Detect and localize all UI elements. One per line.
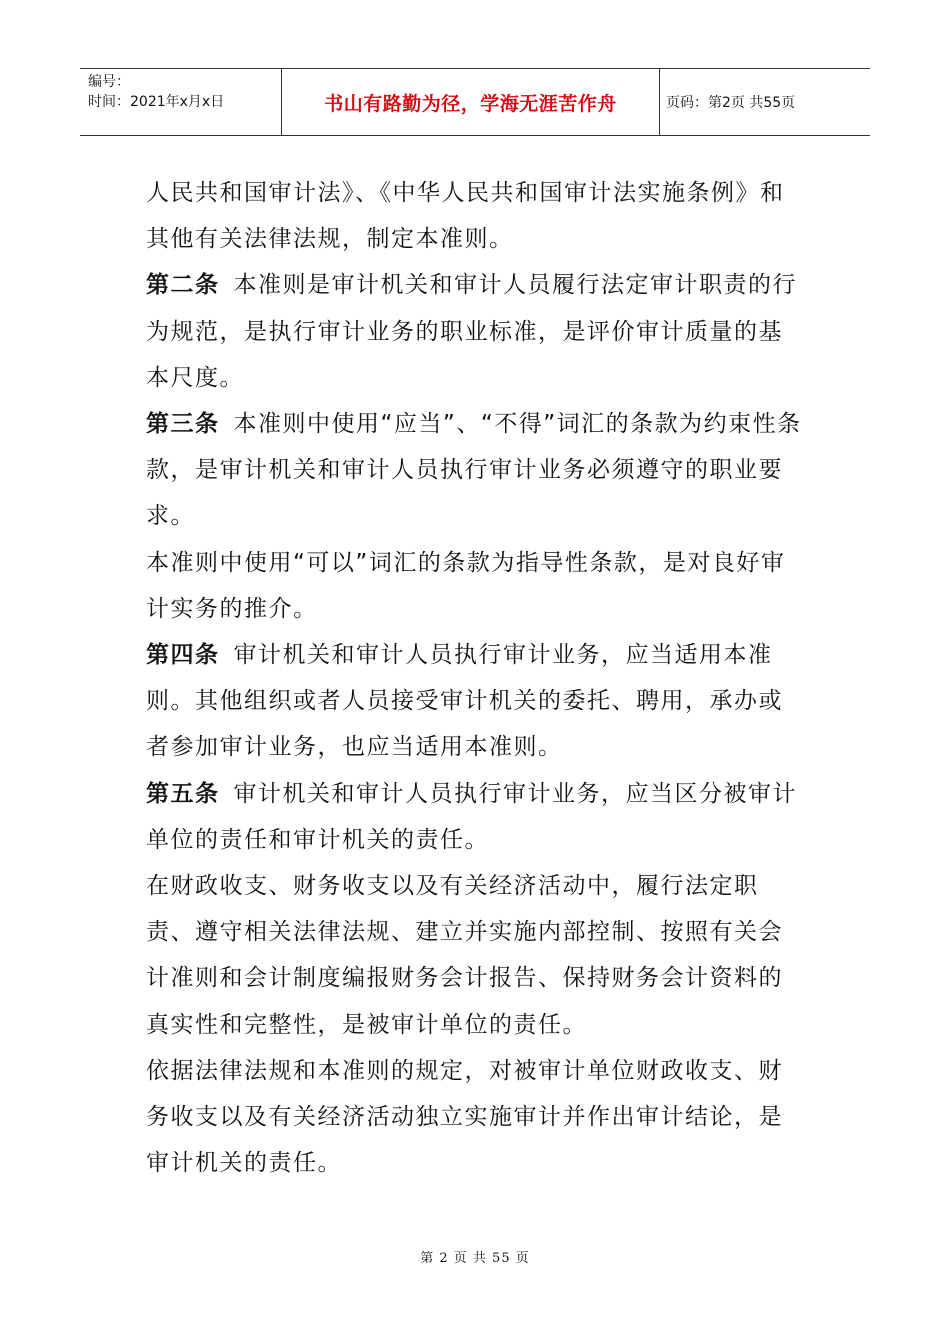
paragraph: [146, 170, 806, 262]
paragraph-text: 本准则中使用“应当”、“不得”词汇的条款为约束性条款，是审计机关和审计人员执行审计业务必须遵守的职业要求。: [146, 411, 802, 530]
paragraph: [146, 771, 806, 863]
paragraph: [146, 863, 806, 1048]
header-page-cell: [660, 69, 870, 135]
paragraph-text: 人民共和国审计法》、《中华人民共和国审计法实施条例》和其他有关法律法规，制定本准则。: [146, 180, 785, 253]
paragraph-text: 审计机关和审计人员执行审计业务，应当区分被审计单位的责任和审计机关的责任。: [146, 780, 797, 853]
document-time-label: 时间：2021年x月x日: [88, 94, 225, 110]
article-label: 第二条: [146, 272, 220, 299]
header-motto: 书山有路勤为径，学海无涯苦作舟: [324, 92, 617, 115]
page-footer: [0, 1247, 950, 1266]
article-label: 第四条: [146, 642, 220, 669]
article-label: 第五条: [146, 780, 220, 807]
paragraph: [146, 1048, 806, 1187]
paragraph: [146, 632, 806, 771]
paragraph: [146, 401, 806, 540]
paragraph-text: 本准则中使用“可以”词汇的条款为指导性条款，是对良好审计实务的推介。: [146, 549, 786, 622]
document-number-label: 编号：: [88, 74, 130, 90]
header-page-info: 页码：第2页 共55页: [666, 95, 796, 111]
paragraph-text: 本准则是审计机关和审计人员履行法定审计职责的行为规范，是执行审计业务的职业标准，是评价审计质量的基本尺度。: [146, 272, 797, 391]
paragraph: [146, 262, 806, 401]
paragraph: [146, 540, 806, 632]
paragraph-text: 审计机关和审计人员执行审计业务，应当适用本准则。其他组织或者人员接受审计机关的委托、聘用，承办或者参加审计业务，也应当适用本准则。: [146, 642, 783, 761]
paragraph-text: 依据法律法规和本准则的规定，对被审计单位财政收支、财务收支以及有关经济活动独立实施审计并作出审计结论，是审计机关的责任。: [146, 1057, 783, 1177]
page-header: [80, 68, 870, 136]
header-motto-cell: [282, 69, 660, 135]
article-label: 第三条: [146, 411, 220, 438]
document-body: [146, 170, 806, 1186]
header-meta-cell: [80, 69, 282, 135]
footer-page-number: 第 2 页 共 55 页: [420, 1251, 530, 1266]
paragraph-text: 在财政收支、财务收支以及有关经济活动中，履行法定职责、遵守相关法律法规、建立并实施内部控制、按照有关会计准则和会计制度编报财务会计报告、保持财务会计资料的真实性和完整性，是被审计单位的责任。: [146, 873, 783, 1038]
